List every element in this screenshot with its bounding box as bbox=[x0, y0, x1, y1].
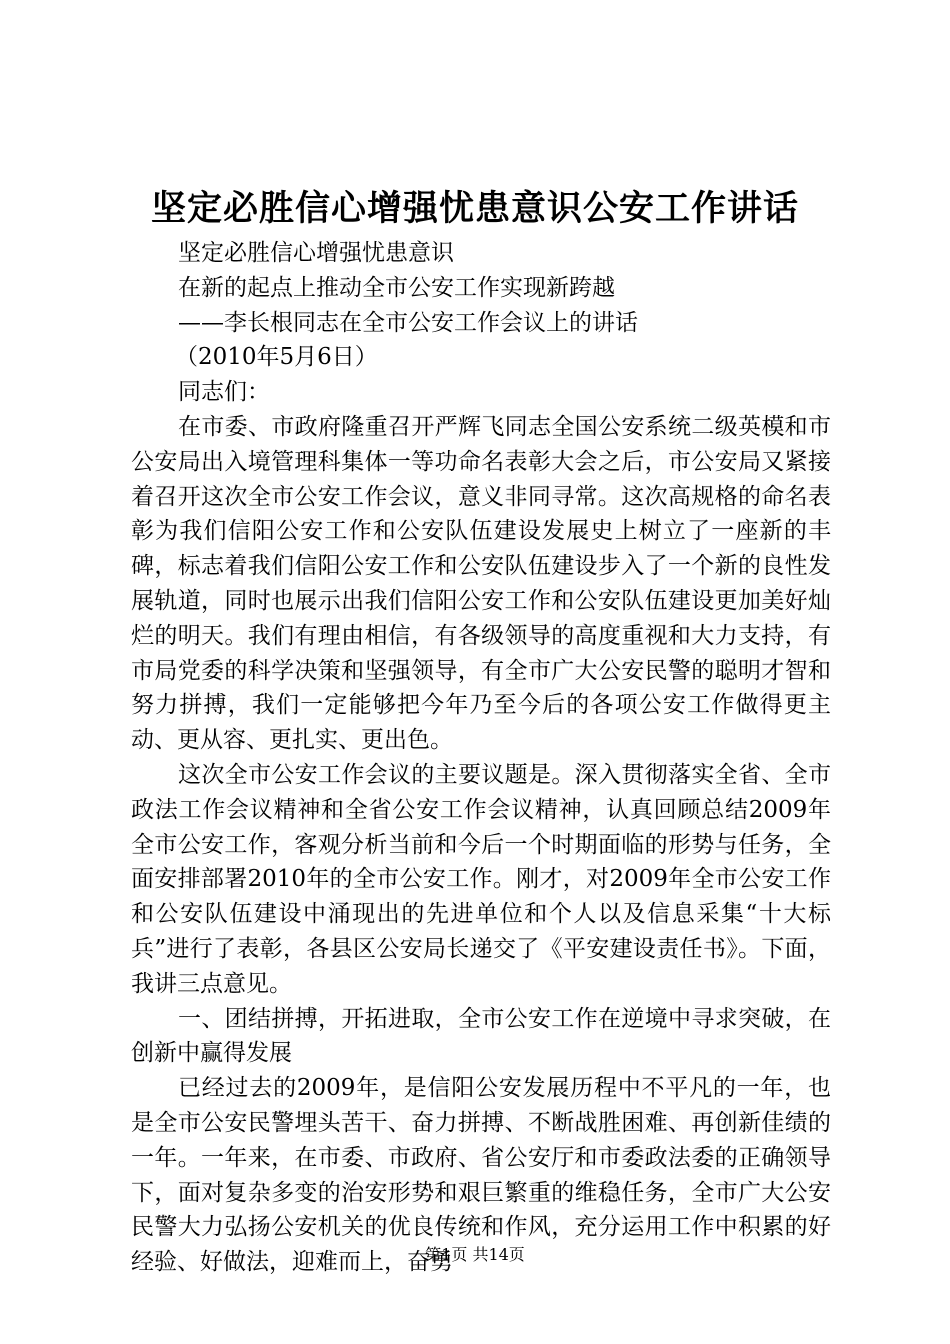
page-number: 第1页 共14页 bbox=[425, 1245, 525, 1264]
subtitle-line-3: ——李长根同志在全市公安工作会议上的讲话 bbox=[178, 309, 638, 336]
salutation: 同志们： bbox=[178, 379, 270, 406]
document-body bbox=[131, 236, 831, 1280]
speech-date: （2010年5月6日） bbox=[175, 344, 378, 371]
paragraph-1: 在市委、市政府隆重召开严辉飞同志全国公安系统二级英模和市公安局出入境管理科集体一等功命名表彰大会之后，市公安局又紧接着召开这次全市公安工作会议，意义非同寻常。这次高规格的命名表彰为我们信阳公安工作和公安队伍建设发展史上树立了一座新的丰碑，标志着我们信阳公安工作和公安队伍建设步入了一个新的良性发展轨道，同时也展示出我们信阳公安工作和公安队伍建设更加美好灿烂的明天。我们有理由相信，有各级领导的高度重视和大力支持，有市局党委的科学决策和坚强领导，有全市广大公安民警的聪明才智和努力拼搏，我们一定能够把今年乃至今后的各项公安工作做得更主动、更从容、更扎实、更出色。 bbox=[131, 413, 831, 754]
subtitle-line-2: 在新的起点上推动全市公安工作实现新跨越 bbox=[178, 274, 615, 301]
document-title: 坚定必胜信心增强忧患意识公安工作讲话 bbox=[150, 188, 799, 229]
subtitle-line-1: 坚定必胜信心增强忧患意识 bbox=[178, 240, 454, 266]
paragraph-2: 这次全市公安工作会议的主要议题是。深入贯彻落实全省、全市政法工作会议精神和全省公安工作会议精神，认真回顾总结2009年全市公安工作，客观分析当前和今后一个时期面临的形势与任务，全面安排部署2010年的全市公安工作。刚才，对2009年全市公安工作和公安队伍建设中涌现出的先进单位和个人以及信息采集“十大标兵”进行了表彰，各县区公安局长递交了《平安建设责任书》。下面，我讲三点意见。 bbox=[131, 761, 831, 997]
section-heading-1: 一、团结拼搏，开拓进取，全市公安工作在逆境中寻求突破，在创新中赢得发展 bbox=[131, 1005, 831, 1067]
paragraph-3: 已经过去的2009年，是信阳公安发展历程中不平凡的一年，也是全市公安民警埋头苦干、奋力拼搏、不断战胜困难、再创新佳绩的一年。一年来，在市委、市政府、省公安厅和市委政法委的正确领导下，面对复杂多变的治安形势和艰巨繁重的维稳任务，全市广大公安民警大力弘扬公安机关的优良传统和作风，充分运用工作中积累的好经验、好做法，迎难而上，奋勇 bbox=[131, 1075, 831, 1276]
